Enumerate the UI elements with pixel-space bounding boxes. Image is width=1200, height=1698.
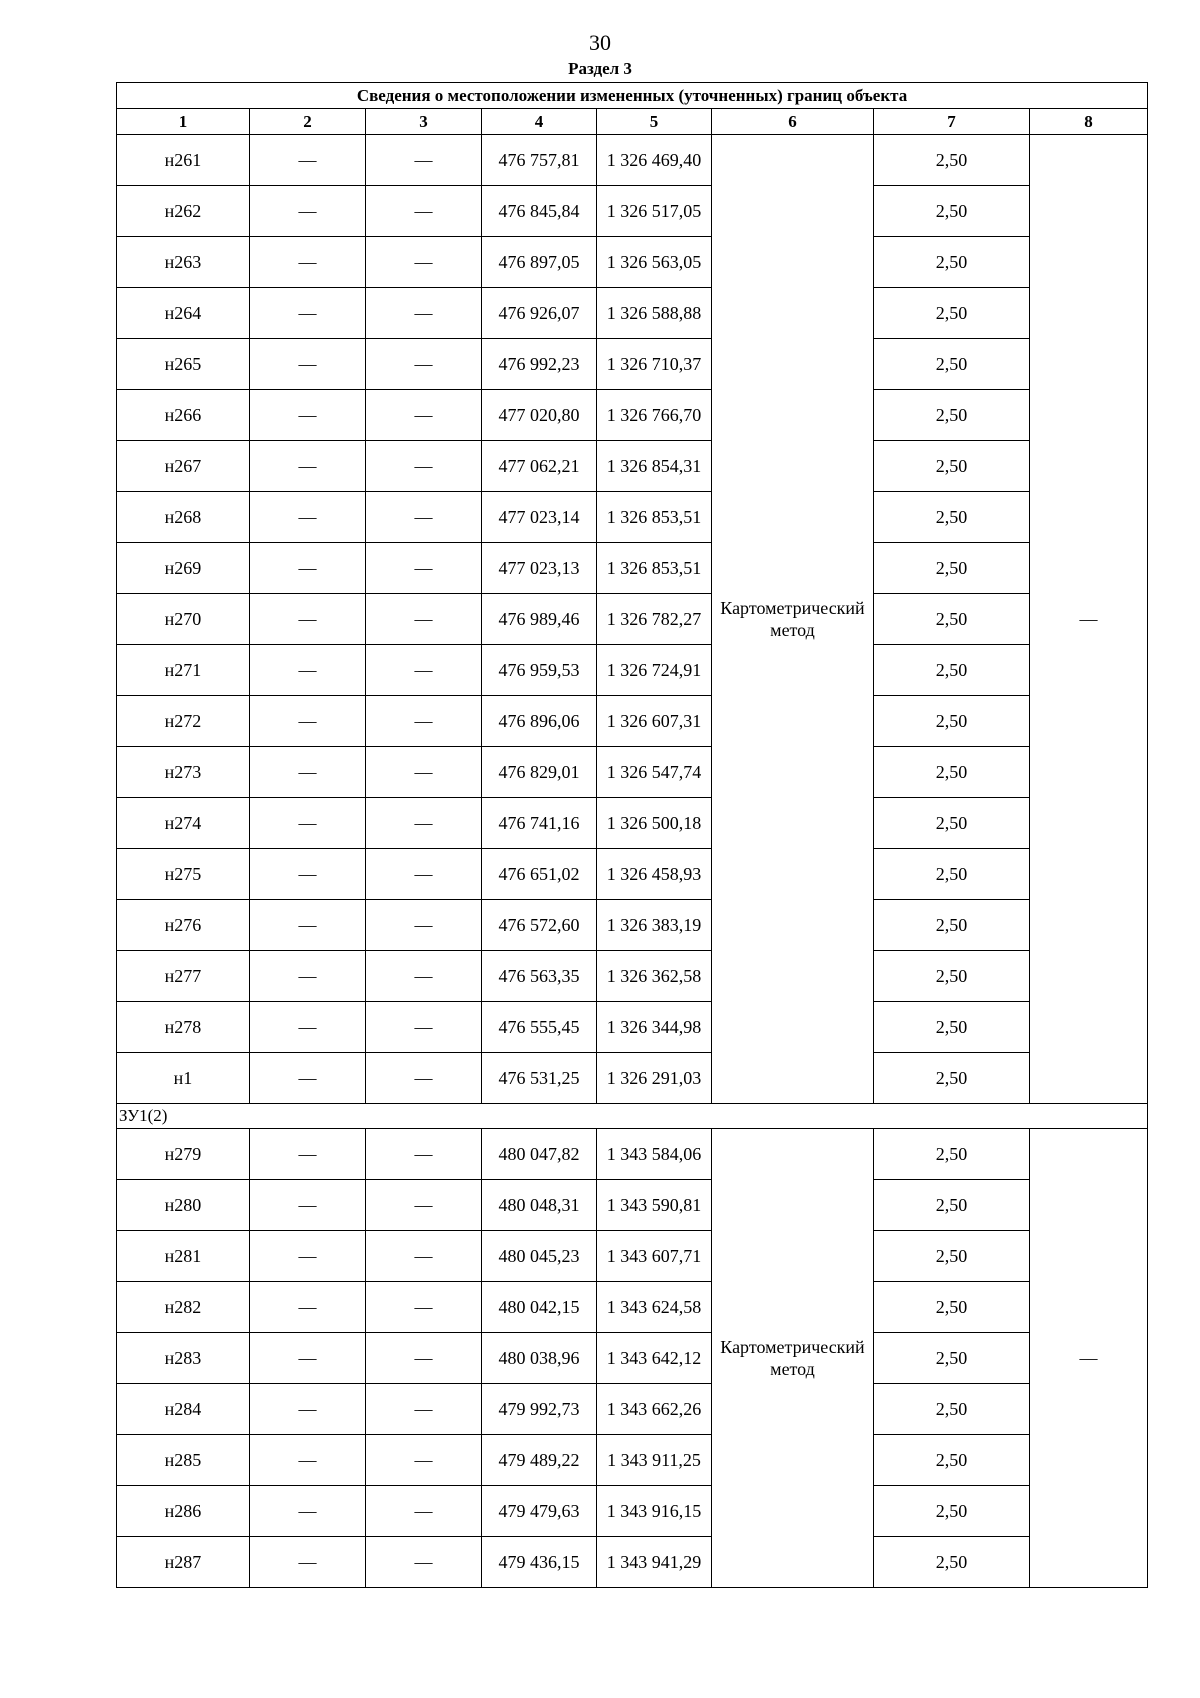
accuracy-cell: 2,50	[874, 237, 1030, 288]
y-coordinate-cell: 1 326 383,19	[597, 900, 712, 951]
accuracy-cell: 2,50	[874, 492, 1030, 543]
table-row	[117, 1002, 1148, 1053]
y-coordinate-cell: 1 326 724,91	[597, 645, 712, 696]
section-title: Раздел 3	[568, 59, 632, 78]
x-coordinate-cell: 476 896,06	[482, 696, 597, 747]
col2-cell: —	[250, 1333, 366, 1384]
table-row	[117, 747, 1148, 798]
x-coordinate-cell: 476 959,53	[482, 645, 597, 696]
col3-cell: —	[366, 951, 482, 1002]
accuracy-cell: 2,50	[874, 1537, 1030, 1588]
accuracy-cell: 2,50	[874, 1231, 1030, 1282]
y-coordinate-cell: 1 326 291,03	[597, 1053, 712, 1104]
point-name-cell: н271	[117, 645, 250, 696]
point-name-cell: н273	[117, 747, 250, 798]
x-coordinate-cell: 476 829,01	[482, 747, 597, 798]
x-coordinate-cell: 476 897,05	[482, 237, 597, 288]
column-number-6: 6	[712, 109, 874, 135]
table-row	[117, 288, 1148, 339]
x-coordinate-cell: 476 651,02	[482, 849, 597, 900]
point-name-cell: н261	[117, 135, 250, 186]
y-coordinate-cell: 1 326 607,31	[597, 696, 712, 747]
point-name-cell: н265	[117, 339, 250, 390]
x-coordinate-cell: 480 048,31	[482, 1180, 597, 1231]
col2-cell: —	[250, 288, 366, 339]
col8-cell: —	[1030, 1129, 1148, 1588]
col3-cell: —	[366, 696, 482, 747]
table-row	[117, 1384, 1148, 1435]
point-name-cell: н283	[117, 1333, 250, 1384]
col3-cell: —	[366, 339, 482, 390]
table-row	[117, 1180, 1148, 1231]
y-coordinate-cell: 1 343 662,26	[597, 1384, 712, 1435]
point-name-cell: н263	[117, 237, 250, 288]
y-coordinate-cell: 1 326 344,98	[597, 1002, 712, 1053]
col2-cell: —	[250, 237, 366, 288]
accuracy-cell: 2,50	[874, 747, 1030, 798]
col2-cell: —	[250, 135, 366, 186]
x-coordinate-cell: 479 992,73	[482, 1384, 597, 1435]
y-coordinate-cell: 1 326 517,05	[597, 186, 712, 237]
column-number-3: 3	[366, 109, 482, 135]
col2-cell: —	[250, 1180, 366, 1231]
col2-cell: —	[250, 1002, 366, 1053]
y-coordinate-cell: 1 326 853,51	[597, 543, 712, 594]
accuracy-cell: 2,50	[874, 1053, 1030, 1104]
y-coordinate-cell: 1 326 588,88	[597, 288, 712, 339]
table-row	[117, 1129, 1148, 1180]
x-coordinate-cell: 479 436,15	[482, 1537, 597, 1588]
y-coordinate-cell: 1 343 584,06	[597, 1129, 712, 1180]
col3-cell: —	[366, 1384, 482, 1435]
x-coordinate-cell: 476 563,35	[482, 951, 597, 1002]
point-name-cell: н285	[117, 1435, 250, 1486]
y-coordinate-cell: 1 343 941,29	[597, 1537, 712, 1588]
col2-cell: —	[250, 1384, 366, 1435]
point-name-cell: н280	[117, 1180, 250, 1231]
accuracy-cell: 2,50	[874, 849, 1030, 900]
point-name-cell: н275	[117, 849, 250, 900]
page-number: 30	[589, 30, 611, 55]
col3-cell: —	[366, 594, 482, 645]
table-row	[117, 1435, 1148, 1486]
x-coordinate-cell: 476 926,07	[482, 288, 597, 339]
col2-cell: —	[250, 1129, 366, 1180]
col2-cell: —	[250, 339, 366, 390]
col3-cell: —	[366, 237, 482, 288]
method-cell: Картометрический метод	[712, 1129, 874, 1588]
point-name-cell: н279	[117, 1129, 250, 1180]
y-coordinate-cell: 1 343 590,81	[597, 1180, 712, 1231]
x-coordinate-cell: 476 741,16	[482, 798, 597, 849]
accuracy-cell: 2,50	[874, 1180, 1030, 1231]
y-coordinate-cell: 1 326 362,58	[597, 951, 712, 1002]
point-name-cell: н272	[117, 696, 250, 747]
col3-cell: —	[366, 1537, 482, 1588]
point-name-cell: н267	[117, 441, 250, 492]
table-row	[117, 441, 1148, 492]
accuracy-cell: 2,50	[874, 1002, 1030, 1053]
y-coordinate-cell: 1 326 782,27	[597, 594, 712, 645]
x-coordinate-cell: 477 023,14	[482, 492, 597, 543]
col3-cell: —	[366, 543, 482, 594]
table-row	[117, 951, 1148, 1002]
y-coordinate-cell: 1 343 642,12	[597, 1333, 712, 1384]
column-number-5: 5	[597, 109, 712, 135]
table-caption: Сведения о местоположении измененных (уточненных) границ объекта	[117, 83, 1148, 109]
x-coordinate-cell: 476 531,25	[482, 1053, 597, 1104]
col2-cell: —	[250, 747, 366, 798]
col2-cell: —	[250, 849, 366, 900]
x-coordinate-cell: 480 045,23	[482, 1231, 597, 1282]
col3-cell: —	[366, 390, 482, 441]
point-name-cell: н262	[117, 186, 250, 237]
table-row	[117, 1231, 1148, 1282]
column-number-2: 2	[250, 109, 366, 135]
accuracy-cell: 2,50	[874, 594, 1030, 645]
column-number-8: 8	[1030, 109, 1148, 135]
y-coordinate-cell: 1 326 710,37	[597, 339, 712, 390]
col3-cell: —	[366, 849, 482, 900]
col2-cell: —	[250, 798, 366, 849]
point-name-cell: н268	[117, 492, 250, 543]
col2-cell: —	[250, 1231, 366, 1282]
accuracy-cell: 2,50	[874, 339, 1030, 390]
col3-cell: —	[366, 1180, 482, 1231]
col2-cell: —	[250, 492, 366, 543]
x-coordinate-cell: 476 992,23	[482, 339, 597, 390]
col2-cell: —	[250, 543, 366, 594]
accuracy-cell: 2,50	[874, 696, 1030, 747]
col3-cell: —	[366, 798, 482, 849]
y-coordinate-cell: 1 343 607,71	[597, 1231, 712, 1282]
boundary-coordinates-table	[116, 82, 1148, 1588]
accuracy-cell: 2,50	[874, 798, 1030, 849]
col2-cell: —	[250, 1282, 366, 1333]
table-row	[117, 1282, 1148, 1333]
point-name-cell: н264	[117, 288, 250, 339]
accuracy-cell: 2,50	[874, 951, 1030, 1002]
method-cell: Картометрический метод	[712, 135, 874, 1104]
table-row	[117, 543, 1148, 594]
table-row	[117, 186, 1148, 237]
table-row	[117, 849, 1148, 900]
table-row	[117, 390, 1148, 441]
y-coordinate-cell: 1 326 458,93	[597, 849, 712, 900]
point-name-cell: н1	[117, 1053, 250, 1104]
col2-cell: —	[250, 645, 366, 696]
table-row	[117, 492, 1148, 543]
parcel-group-label: ЗУ1(2)	[117, 1104, 1148, 1129]
accuracy-cell: 2,50	[874, 645, 1030, 696]
point-name-cell: н286	[117, 1486, 250, 1537]
col3-cell: —	[366, 1282, 482, 1333]
point-name-cell: н274	[117, 798, 250, 849]
col2-cell: —	[250, 441, 366, 492]
x-coordinate-cell: 479 489,22	[482, 1435, 597, 1486]
y-coordinate-cell: 1 326 563,05	[597, 237, 712, 288]
col2-cell: —	[250, 1486, 366, 1537]
column-number-4: 4	[482, 109, 597, 135]
point-name-cell: н270	[117, 594, 250, 645]
y-coordinate-cell: 1 326 853,51	[597, 492, 712, 543]
accuracy-cell: 2,50	[874, 288, 1030, 339]
col3-cell: —	[366, 747, 482, 798]
y-coordinate-cell: 1 326 500,18	[597, 798, 712, 849]
parcel-group-row	[117, 1104, 1148, 1129]
col3-cell: —	[366, 186, 482, 237]
x-coordinate-cell: 476 757,81	[482, 135, 597, 186]
col3-cell: —	[366, 1129, 482, 1180]
accuracy-cell: 2,50	[874, 900, 1030, 951]
y-coordinate-cell: 1 326 547,74	[597, 747, 712, 798]
col2-cell: —	[250, 900, 366, 951]
col3-cell: —	[366, 1486, 482, 1537]
table-row	[117, 1537, 1148, 1588]
column-number-row	[117, 109, 1148, 135]
accuracy-cell: 2,50	[874, 1282, 1030, 1333]
point-name-cell: н284	[117, 1384, 250, 1435]
col3-cell: —	[366, 1333, 482, 1384]
x-coordinate-cell: 477 020,80	[482, 390, 597, 441]
y-coordinate-cell: 1 343 916,15	[597, 1486, 712, 1537]
col2-cell: —	[250, 390, 366, 441]
point-name-cell: н281	[117, 1231, 250, 1282]
x-coordinate-cell: 476 845,84	[482, 186, 597, 237]
accuracy-cell: 2,50	[874, 390, 1030, 441]
accuracy-cell: 2,50	[874, 1333, 1030, 1384]
col2-cell: —	[250, 1435, 366, 1486]
col3-cell: —	[366, 1053, 482, 1104]
point-name-cell: н287	[117, 1537, 250, 1588]
col3-cell: —	[366, 1231, 482, 1282]
col2-cell: —	[250, 594, 366, 645]
col8-cell: —	[1030, 135, 1148, 1104]
col3-cell: —	[366, 492, 482, 543]
accuracy-cell: 2,50	[874, 1486, 1030, 1537]
table-row	[117, 1053, 1148, 1104]
accuracy-cell: 2,50	[874, 186, 1030, 237]
table-row	[117, 798, 1148, 849]
accuracy-cell: 2,50	[874, 1129, 1030, 1180]
column-number-1: 1	[117, 109, 250, 135]
x-coordinate-cell: 476 555,45	[482, 1002, 597, 1053]
accuracy-cell: 2,50	[874, 1435, 1030, 1486]
table-body	[117, 135, 1148, 1588]
y-coordinate-cell: 1 326 854,31	[597, 441, 712, 492]
point-name-cell: н282	[117, 1282, 250, 1333]
y-coordinate-cell: 1 326 469,40	[597, 135, 712, 186]
col2-cell: —	[250, 186, 366, 237]
table-row	[117, 1486, 1148, 1537]
x-coordinate-cell: 480 047,82	[482, 1129, 597, 1180]
x-coordinate-cell: 476 989,46	[482, 594, 597, 645]
col3-cell: —	[366, 1435, 482, 1486]
accuracy-cell: 2,50	[874, 441, 1030, 492]
col2-cell: —	[250, 951, 366, 1002]
table-row	[117, 135, 1148, 186]
table-row	[117, 1333, 1148, 1384]
table-row	[117, 237, 1148, 288]
x-coordinate-cell: 477 023,13	[482, 543, 597, 594]
accuracy-cell: 2,50	[874, 135, 1030, 186]
y-coordinate-cell: 1 326 766,70	[597, 390, 712, 441]
col2-cell: —	[250, 1537, 366, 1588]
col3-cell: —	[366, 135, 482, 186]
accuracy-cell: 2,50	[874, 1384, 1030, 1435]
x-coordinate-cell: 477 062,21	[482, 441, 597, 492]
table-row	[117, 900, 1148, 951]
table-row	[117, 339, 1148, 390]
x-coordinate-cell: 476 572,60	[482, 900, 597, 951]
col3-cell: —	[366, 1002, 482, 1053]
x-coordinate-cell: 479 479,63	[482, 1486, 597, 1537]
y-coordinate-cell: 1 343 911,25	[597, 1435, 712, 1486]
col2-cell: —	[250, 1053, 366, 1104]
x-coordinate-cell: 480 038,96	[482, 1333, 597, 1384]
accuracy-cell: 2,50	[874, 543, 1030, 594]
y-coordinate-cell: 1 343 624,58	[597, 1282, 712, 1333]
x-coordinate-cell: 480 042,15	[482, 1282, 597, 1333]
point-name-cell: н276	[117, 900, 250, 951]
point-name-cell: н269	[117, 543, 250, 594]
point-name-cell: н278	[117, 1002, 250, 1053]
col3-cell: —	[366, 441, 482, 492]
col2-cell: —	[250, 696, 366, 747]
col3-cell: —	[366, 900, 482, 951]
table-row	[117, 645, 1148, 696]
point-name-cell: н266	[117, 390, 250, 441]
col3-cell: —	[366, 645, 482, 696]
column-number-7: 7	[874, 109, 1030, 135]
col3-cell: —	[366, 288, 482, 339]
point-name-cell: н277	[117, 951, 250, 1002]
table-row	[117, 594, 1148, 645]
table-row	[117, 696, 1148, 747]
